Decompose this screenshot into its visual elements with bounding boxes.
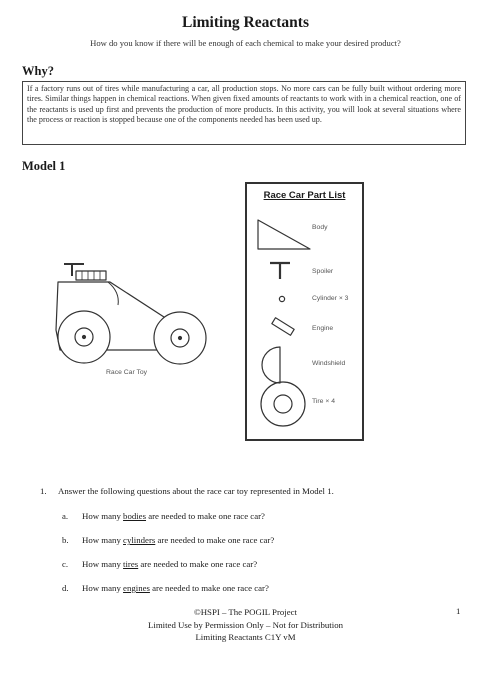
why-box: [22, 81, 466, 145]
sub-question-term: cylinders: [123, 535, 156, 545]
question-number: 1.: [40, 486, 47, 496]
car-body: [56, 282, 190, 350]
sub-question-term: tires: [123, 559, 139, 569]
part-list-box: [245, 182, 364, 441]
race-car-drawing: [56, 264, 206, 364]
sub-question-term: engines: [123, 583, 150, 593]
car-engine: [76, 271, 106, 280]
sub-question-a: [62, 511, 265, 521]
part-label-engine: Engine: [312, 325, 334, 332]
sub-question-text: How many: [82, 559, 124, 569]
question-1: [40, 486, 334, 496]
car-spoiler: [64, 264, 84, 276]
car-front-wheel: [154, 312, 206, 364]
part-label-tire: Tire × 4: [312, 398, 335, 405]
model-heading: Model 1: [22, 159, 66, 173]
why-text: If a factory runs out of tires while manufacturing a car, all production stops. No more cars can be fully built without ordering more tires. Similar things happen in chemical reactions. When given fixed amounts of reactants to work with in a chemical reaction, one of the reactants is used up first and prevents the production of more products. In this activity, you will look at several situations where the process or reaction is stopped because one of the components needed has been used up.: [27, 84, 461, 125]
page-title: Limiting Reactants: [181, 14, 309, 31]
sub-question-letter: d.: [62, 583, 69, 593]
sub-question-text: are needed to make one race car?: [138, 559, 258, 569]
sub-question-letter: c.: [62, 559, 69, 569]
sub-question-text: How many: [82, 583, 124, 593]
car-label: Race Car Toy: [106, 369, 148, 376]
page-subtitle: How do you know if there will be enough of each chemical to make your desired product?: [90, 38, 401, 48]
car-rear-wheel: [58, 311, 110, 363]
question-text: Answer the following questions about the race car toy represented in Model 1.: [58, 486, 334, 496]
page-number: 1: [456, 606, 461, 616]
sub-question-text: are needed to make one race car?: [146, 511, 265, 521]
sub-question-text: How many: [82, 535, 124, 545]
sub-question-letter: a.: [62, 511, 69, 521]
part-list-title: Race Car Part List: [263, 190, 346, 201]
part-label-body: Body: [312, 224, 328, 231]
footer-doc-id: Limiting Reactants C1Y vM: [195, 632, 296, 642]
part-label-cylinder: Cylinder × 3: [312, 295, 349, 302]
sub-question-c: [62, 559, 257, 569]
footer: [0, 606, 491, 644]
why-heading: Why?: [22, 64, 54, 78]
footer-license: Limited Use by Permission Only – Not for Distribution: [148, 619, 343, 630]
sub-question-term: bodies: [123, 511, 147, 521]
sub-question-letter: b.: [62, 535, 69, 545]
sub-question-b: [62, 535, 274, 545]
part-label-windshield: Windshield: [312, 360, 346, 367]
sub-question-text: are needed to make one race car?: [155, 535, 275, 545]
sub-question-d: [62, 583, 269, 593]
part-label-spoiler: Spoiler: [312, 268, 334, 275]
sub-question-text: are needed to make one race car?: [149, 583, 269, 593]
footer-copyright: ©HSPI – The POGIL Project: [194, 607, 297, 617]
sub-question-text: How many: [82, 511, 124, 521]
